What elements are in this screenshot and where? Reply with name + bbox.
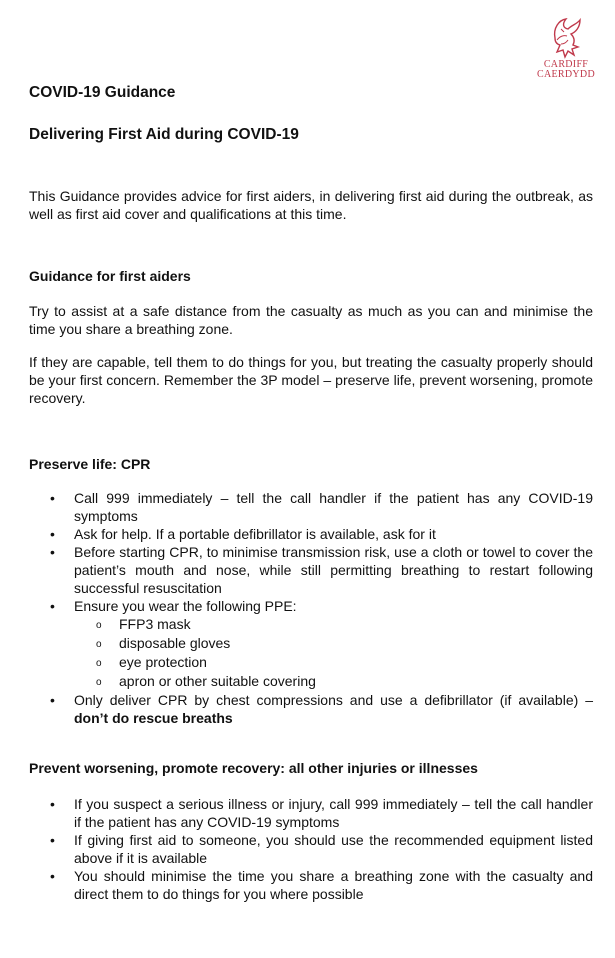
sub-list-item: o apron or other suitable covering [74,672,593,691]
cardiff-university-logo [534,16,598,84]
dragon-icon [549,16,583,60]
logo-text-cardiff: CARDIFF [543,59,589,70]
section-heading-first-aiders: Guidance for first aiders [29,268,191,284]
list-item: • If giving first aid to someone, you should use the recommended equipment listed above if it is available [29,831,593,867]
recovery-bullet-list [29,795,593,903]
list-item: • You should minimise the time you share a breathing zone with the casualty and direct them to do things for you where possible [29,867,593,903]
sub-list-item: o FFP3 mask [74,615,593,634]
paragraph-3p-model: If they are capable, tell them to do things for you, but treating the casualty properly should be your first concern. Remember the 3P model – preserve life, prevent worsening, promote recovery. [29,354,593,406]
chest-compressions-text: Only deliver CPR by chest compressions and use a defibrillator (if available) – [74,692,593,708]
ppe-intro: Ensure you wear the following PPE: [74,598,297,614]
sub-list-item: o disposable gloves [74,634,593,653]
list-item: • Call 999 immediately – tell the call handler if the patient has any COVID-19 symptoms [29,489,593,525]
document-title: COVID-19 Guidance [29,84,176,101]
paragraph-safe-distance: Try to assist at a safe distance from the casualty as much as you can and minimise the time you share a breathing zone. [29,303,593,337]
rescue-breaths-warning: don’t do rescue breaths [74,710,233,726]
logo-text-caerdydd: CAERDYDD [537,69,595,80]
sub-list-item: o eye protection [74,653,593,672]
section-heading-prevent-worsening: Prevent worsening, promote recovery: all other injuries or illnesses [29,760,478,776]
list-item-chest-compressions [29,691,593,727]
list-item: • Before starting CPR, to minimise transmission risk, use a cloth or towel to cover the patient’s mouth and nose, while still permitting breathing to restart following successful resuscitation [29,543,593,597]
intro-paragraph: This Guidance provides advice for first aiders, in delivering first aid during the outbreak, as well as first aid cover and qualifications at this time. [29,188,593,222]
list-item: • Ask for help. If a portable defibrillator is available, ask for it [29,525,593,543]
list-item-ppe [29,597,593,691]
section-heading-preserve-life: Preserve life: CPR [29,456,151,472]
document-subtitle: Delivering First Aid during COVID-19 [29,126,299,143]
cpr-bullet-list [29,489,593,727]
list-item: • If you suspect a serious illness or injury, call 999 immediately – tell the call handler if the patient has any COVID-19 symptoms [29,795,593,831]
ppe-sublist [74,615,593,691]
